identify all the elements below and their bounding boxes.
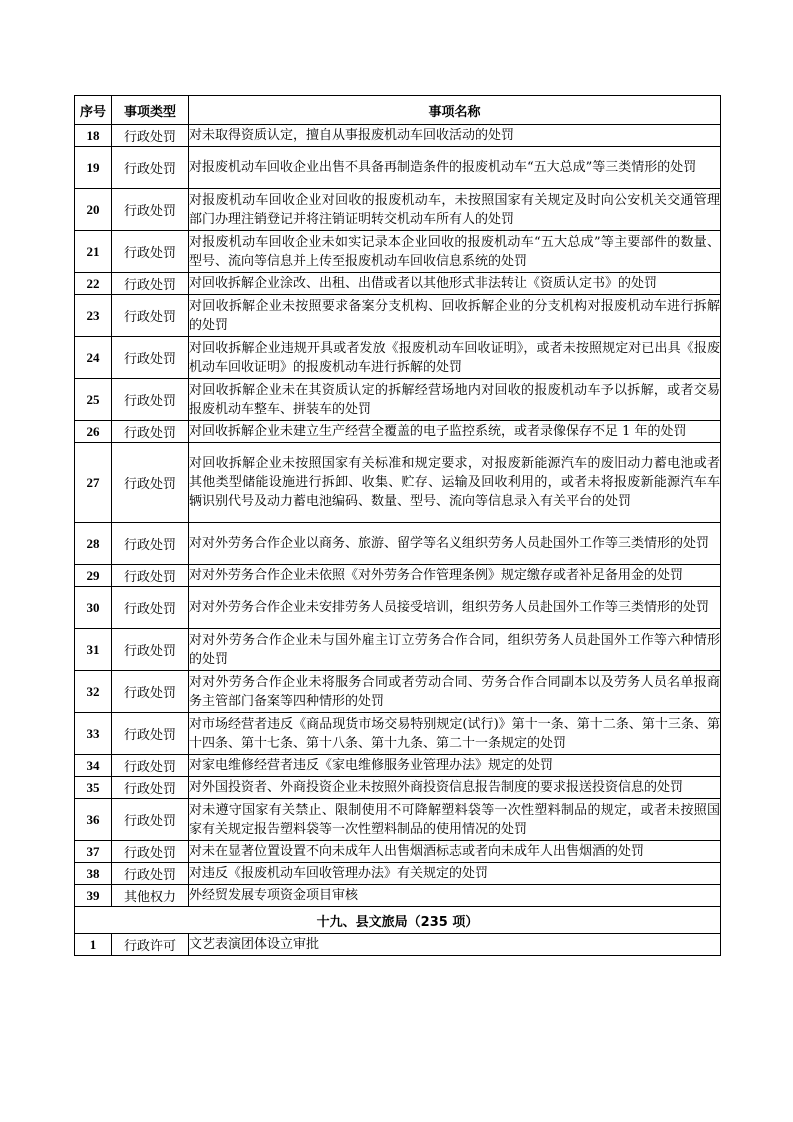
row-num: 25: [75, 379, 112, 421]
row-name: 对回收拆解企业涂改、出租、出借或者以其他形式非法转让《资质认定书》的处罚: [189, 273, 721, 295]
row-name: 对对外劳务合作企业以商务、旅游、留学等名义组织劳务人员赴国外工作等三类情形的处罚: [189, 523, 721, 565]
row-type: 行政处罚: [112, 273, 189, 295]
table-row: [75, 755, 721, 777]
row-type: 行政处罚: [112, 755, 189, 777]
table-row: [75, 421, 721, 443]
row-type: 行政处罚: [112, 863, 189, 885]
row-name: 对回收拆解企业未按照要求备案分支机构、回收拆解企业的分支机构对报废机动车进行拆解的处罚: [189, 295, 721, 337]
table-row: [75, 443, 721, 523]
row-num: 26: [75, 421, 112, 443]
row-name: 对未遵守国家有关禁止、限制使用不可降解塑料袋等一次性塑料制品的规定，或者未按照国家有关规定报告塑料袋等一次性塑料制品的使用情况的处罚: [189, 799, 721, 841]
row-name: 对对外劳务合作企业未安排劳务人员接受培训，组织劳务人员赴国外工作等三类情形的处罚: [189, 587, 721, 629]
row-name: 对回收拆解企业未建立生产经营全覆盖的电子监控系统，或者录像保存不足 1 年的处罚: [189, 421, 721, 443]
table-row: [75, 713, 721, 755]
table-row: [75, 777, 721, 799]
header-row: [75, 96, 721, 125]
row-num: 37: [75, 841, 112, 863]
row-num: 18: [75, 125, 112, 147]
row-num: 23: [75, 295, 112, 337]
row-name: 对回收拆解企业未按照国家有关标准和规定要求，对报废新能源汽车的废旧动力蓄电池或者其他类型储能设施进行拆卸、收集、贮存、运输及回收利用的，或者未将报废新能源汽车车辆识别代号及动力蓄电池编码、数量、型号、流向等信息录入有关平台的处罚: [189, 443, 721, 523]
row-num: 28: [75, 523, 112, 565]
row-num: 38: [75, 863, 112, 885]
row-num: 22: [75, 273, 112, 295]
row-num: 24: [75, 337, 112, 379]
row-num: 36: [75, 799, 112, 841]
row-type: 行政处罚: [112, 565, 189, 587]
header-num: 序号: [75, 96, 112, 125]
row-type: 行政处罚: [112, 125, 189, 147]
row-type: 行政处罚: [112, 777, 189, 799]
row-num: 29: [75, 565, 112, 587]
row-num: 35: [75, 777, 112, 799]
items-table: [74, 95, 721, 956]
table-row: [75, 295, 721, 337]
table-row: [75, 147, 721, 189]
header-name: 事项名称: [189, 96, 721, 125]
table-row: [75, 587, 721, 629]
row-name: 对对外劳务合作企业未依照《对外劳务合作管理条例》规定缴存或者补足备用金的处罚: [189, 565, 721, 587]
row-type: 行政处罚: [112, 587, 189, 629]
row-name: 对未在显著位置设置不向未成年人出售烟酒标志或者向未成年人出售烟酒的处罚: [189, 841, 721, 863]
row-type: 行政处罚: [112, 337, 189, 379]
table-row: [75, 629, 721, 671]
row-name: 对报废机动车回收企业出售不具备再制造条件的报废机动车“五大总成”等三类情形的处罚: [189, 147, 721, 189]
row-name: 对市场经营者违反《商品现货市场交易特别规定(试行)》第十一条、第十二条、第十三条、第十四条、第十七条、第十八条、第十九条、第二十一条规定的处罚: [189, 713, 721, 755]
row-name: 对回收拆解企业违规开具或者发放《报废机动车回收证明》，或者未按照规定对已出具《报废机动车回收证明》的报废机动车进行拆解的处罚: [189, 337, 721, 379]
table-row: [75, 565, 721, 587]
row-name: 对报废机动车回收企业未如实记录本企业回收的报废机动车“五大总成”等主要部件的数量、型号、流向等信息并上传至报废机动车回收信息系统的处罚: [189, 231, 721, 273]
row-num: 32: [75, 671, 112, 713]
table-row: [75, 337, 721, 379]
row-type: 行政处罚: [112, 147, 189, 189]
row-name: 对家电维修经营者违反《家电维修服务业管理办法》规定的处罚: [189, 755, 721, 777]
row-num: 39: [75, 885, 112, 907]
table-row: [75, 863, 721, 885]
table-row: [75, 799, 721, 841]
row-type: 行政处罚: [112, 671, 189, 713]
table-row: [75, 885, 721, 907]
table-row: [75, 841, 721, 863]
table-row: [75, 934, 721, 956]
row-type: 行政处罚: [112, 629, 189, 671]
table-row: [75, 671, 721, 713]
header-type: 事项类型: [112, 96, 189, 125]
row-num: 27: [75, 443, 112, 523]
row-type: 行政处罚: [112, 231, 189, 273]
row-name: 对报废机动车回收企业对回收的报废机动车，未按照国家有关规定及时向公安机关交通管理部门办理注销登记并将注销证明转交机动车所有人的处罚: [189, 189, 721, 231]
row-name: 对对外劳务合作企业未与国外雇主订立劳务合作合同，组织劳务人员赴国外工作等六种情形的处罚: [189, 629, 721, 671]
row-name: 对未取得资质认定，擅自从事报废机动车回收活动的处罚: [189, 125, 721, 147]
row-num: 31: [75, 629, 112, 671]
row-name: 对回收拆解企业未在其资质认定的拆解经营场地内对回收的报废机动车予以拆解，或者交易报废机动车整车、拼装车的处罚: [189, 379, 721, 421]
table-row: [75, 231, 721, 273]
row-type: 行政处罚: [112, 189, 189, 231]
row-name: 文艺表演团体设立审批: [189, 934, 721, 956]
row-num: 21: [75, 231, 112, 273]
row-num: 34: [75, 755, 112, 777]
table-row: [75, 125, 721, 147]
row-name: 对外国投资者、外商投资企业未按照外商投资信息报告制度的要求报送投资信息的处罚: [189, 777, 721, 799]
section-title: 十九、县文旅局（235 项）: [75, 907, 721, 934]
row-num: 19: [75, 147, 112, 189]
row-num: 30: [75, 587, 112, 629]
table-row: [75, 273, 721, 295]
row-name: 对对外劳务合作企业未将服务合同或者劳动合同、劳务合作合同副本以及劳务人员名单报商务主管部门备案等四种情形的处罚: [189, 671, 721, 713]
row-name: 外经贸发展专项资金项目审核: [189, 885, 721, 907]
row-type: 其他权力: [112, 885, 189, 907]
row-num: 20: [75, 189, 112, 231]
row-type: 行政处罚: [112, 523, 189, 565]
row-name: 对违反《报废机动车回收管理办法》有关规定的处罚: [189, 863, 721, 885]
section-row: [75, 907, 721, 934]
row-type: 行政处罚: [112, 799, 189, 841]
row-type: 行政处罚: [112, 421, 189, 443]
row-type: 行政处罚: [112, 841, 189, 863]
row-num: 1: [75, 934, 112, 956]
row-type: 行政处罚: [112, 713, 189, 755]
row-type: 行政处罚: [112, 295, 189, 337]
row-type: 行政处罚: [112, 443, 189, 523]
row-type: 行政处罚: [112, 379, 189, 421]
table-row: [75, 523, 721, 565]
table-row: [75, 189, 721, 231]
row-type: 行政许可: [112, 934, 189, 956]
table-row: [75, 379, 721, 421]
row-num: 33: [75, 713, 112, 755]
